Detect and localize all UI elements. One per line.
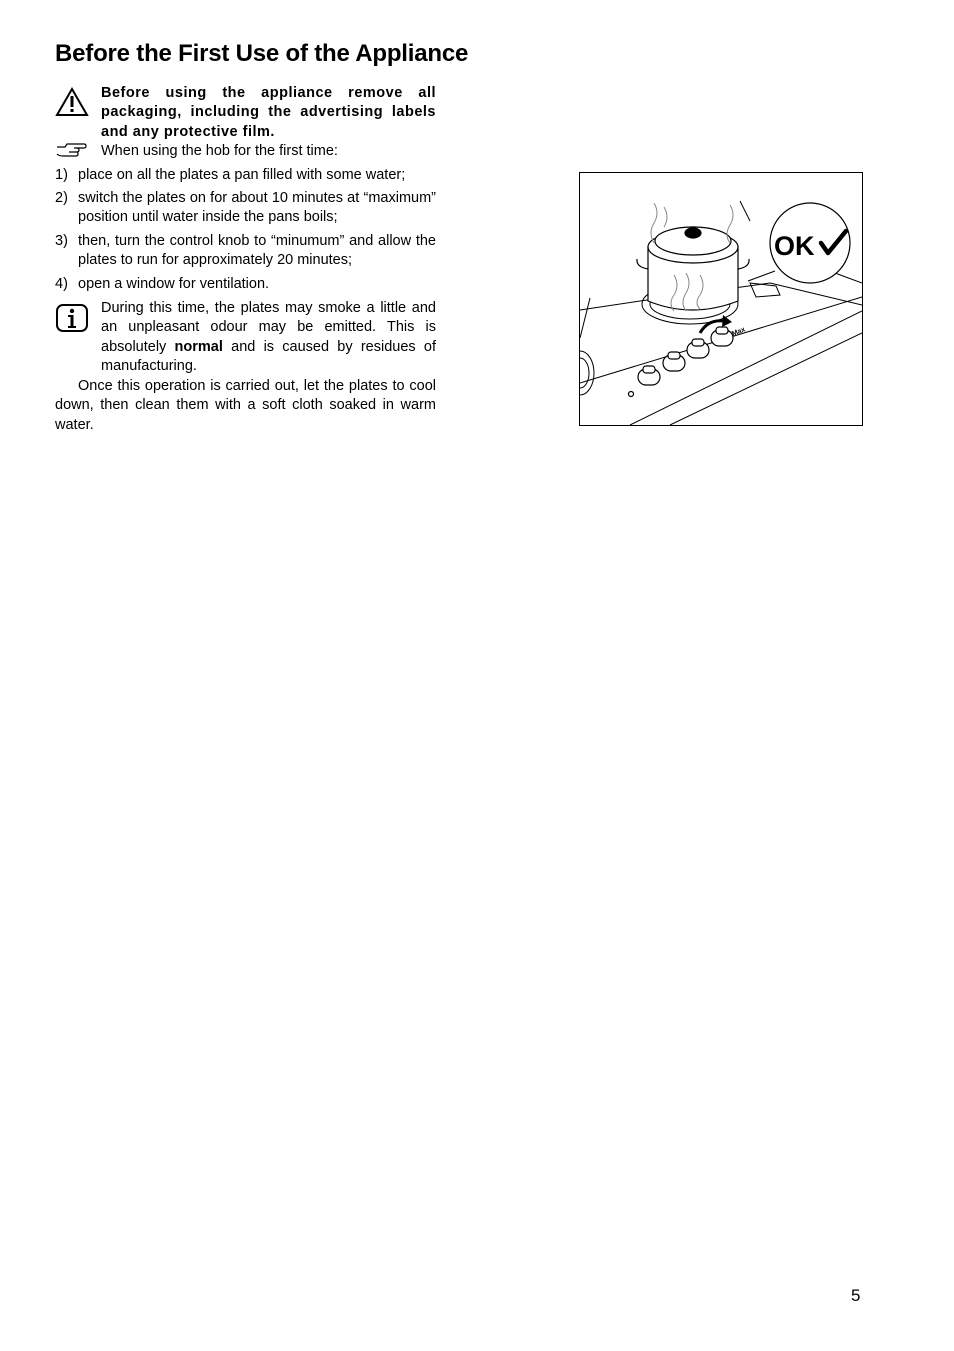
info-text-emphasis: normal: [174, 338, 223, 355]
list-item: [55, 189, 436, 228]
warning-text: Before using the appliance remove all packaging, including the advertising labels and any protective film.: [101, 85, 436, 140]
page-number: 5: [851, 1286, 861, 1305]
step-text: switch the plates on for about 10 minutes at “maximum” position until water inside the pans boils;: [78, 190, 436, 226]
info-text: [101, 299, 436, 377]
step-text: then, turn the control knob to “minumum” and allow the plates to run for approximately 20 minutes;: [78, 232, 436, 269]
page-title: Before the First Use of the Appliance: [55, 40, 469, 67]
text-column: [55, 84, 436, 435]
steps-list: [55, 166, 436, 294]
info-text-part: and is caused by residues of manufacturing.: [101, 338, 436, 375]
list-item: [55, 232, 436, 271]
step-number: 2): [55, 190, 68, 207]
list-item: [55, 166, 436, 185]
step-number: 1): [55, 166, 68, 183]
information-icon: [55, 303, 89, 333]
hint-text: When using the hob for the first time:: [101, 143, 338, 160]
closing-paragraph: Once this operation is carried out, let the plates to cool down, then clean them with a soft cloth soaked in warm water.: [55, 377, 436, 433]
hint-block: [55, 142, 436, 161]
warning-block: [55, 84, 436, 142]
step-number: 4): [55, 275, 68, 292]
step-text: place on all the plates a pan filled with some water;: [78, 166, 406, 183]
pointing-hand-icon: [55, 142, 87, 158]
max-label: Max: [731, 326, 747, 338]
warning-triangle-icon: [55, 87, 89, 117]
step-number: 3): [55, 232, 68, 249]
hob-illustration: [579, 172, 863, 426]
hob-drawing: [580, 173, 862, 425]
info-text-part: During this time, the plates may smoke a little and an unpleasant odour may be emitted. This is absolutely: [101, 300, 436, 355]
info-block: [55, 299, 436, 377]
ok-label: OK: [774, 231, 815, 261]
step-text: open a window for ventilation.: [78, 275, 270, 292]
list-item: [55, 275, 436, 294]
